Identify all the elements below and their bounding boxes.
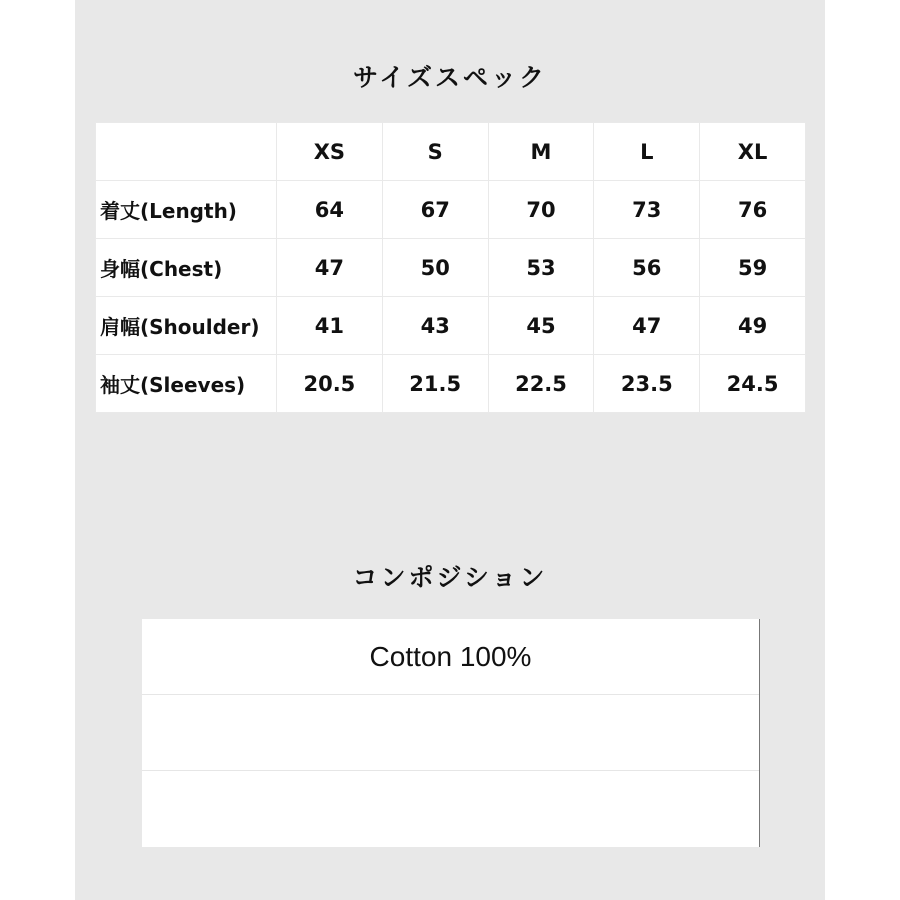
table-cell: 47 bbox=[594, 297, 700, 355]
row-label: 肩幅(Shoulder) bbox=[96, 297, 277, 355]
table-row-chest bbox=[96, 239, 806, 297]
table-cell: 41 bbox=[277, 297, 383, 355]
size-spec-title: サイズスペック bbox=[352, 63, 547, 92]
row-label: 身幅(Chest) bbox=[96, 239, 277, 297]
column-header-l: L bbox=[594, 123, 700, 181]
table-corner-cell bbox=[96, 123, 277, 181]
table-cell: 70 bbox=[488, 181, 594, 239]
table-cell: 67 bbox=[382, 181, 488, 239]
table-cell: 64 bbox=[277, 181, 383, 239]
composition-row bbox=[142, 695, 759, 771]
table-cell: 47 bbox=[277, 239, 383, 297]
table-cell: 59 bbox=[700, 239, 806, 297]
table-cell: 49 bbox=[700, 297, 806, 355]
table-row-shoulder bbox=[96, 297, 806, 355]
table-cell: 43 bbox=[382, 297, 488, 355]
table-header-row bbox=[96, 123, 806, 181]
table-cell: 73 bbox=[594, 181, 700, 239]
table-cell: 56 bbox=[594, 239, 700, 297]
table-row-sleeves bbox=[96, 355, 806, 413]
table-cell: 76 bbox=[700, 181, 806, 239]
table-cell: 45 bbox=[488, 297, 594, 355]
column-header-s: S bbox=[382, 123, 488, 181]
table-row-length bbox=[96, 181, 806, 239]
row-label: 着丈(Length) bbox=[96, 181, 277, 239]
size-spec-table bbox=[95, 122, 806, 413]
column-header-xs: XS bbox=[277, 123, 383, 181]
table-cell: 22.5 bbox=[488, 355, 594, 413]
composition-table bbox=[142, 619, 760, 847]
table-cell: 53 bbox=[488, 239, 594, 297]
table-cell: 21.5 bbox=[382, 355, 488, 413]
column-header-m: M bbox=[488, 123, 594, 181]
column-header-xl: XL bbox=[700, 123, 806, 181]
composition-title: コンポジション bbox=[352, 563, 548, 592]
table-cell: 50 bbox=[382, 239, 488, 297]
composition-row bbox=[142, 771, 759, 847]
composition-row: Cotton 100% bbox=[142, 619, 759, 695]
table-cell: 23.5 bbox=[594, 355, 700, 413]
table-cell: 20.5 bbox=[277, 355, 383, 413]
row-label: 袖丈(Sleeves) bbox=[96, 355, 277, 413]
table-cell: 24.5 bbox=[700, 355, 806, 413]
